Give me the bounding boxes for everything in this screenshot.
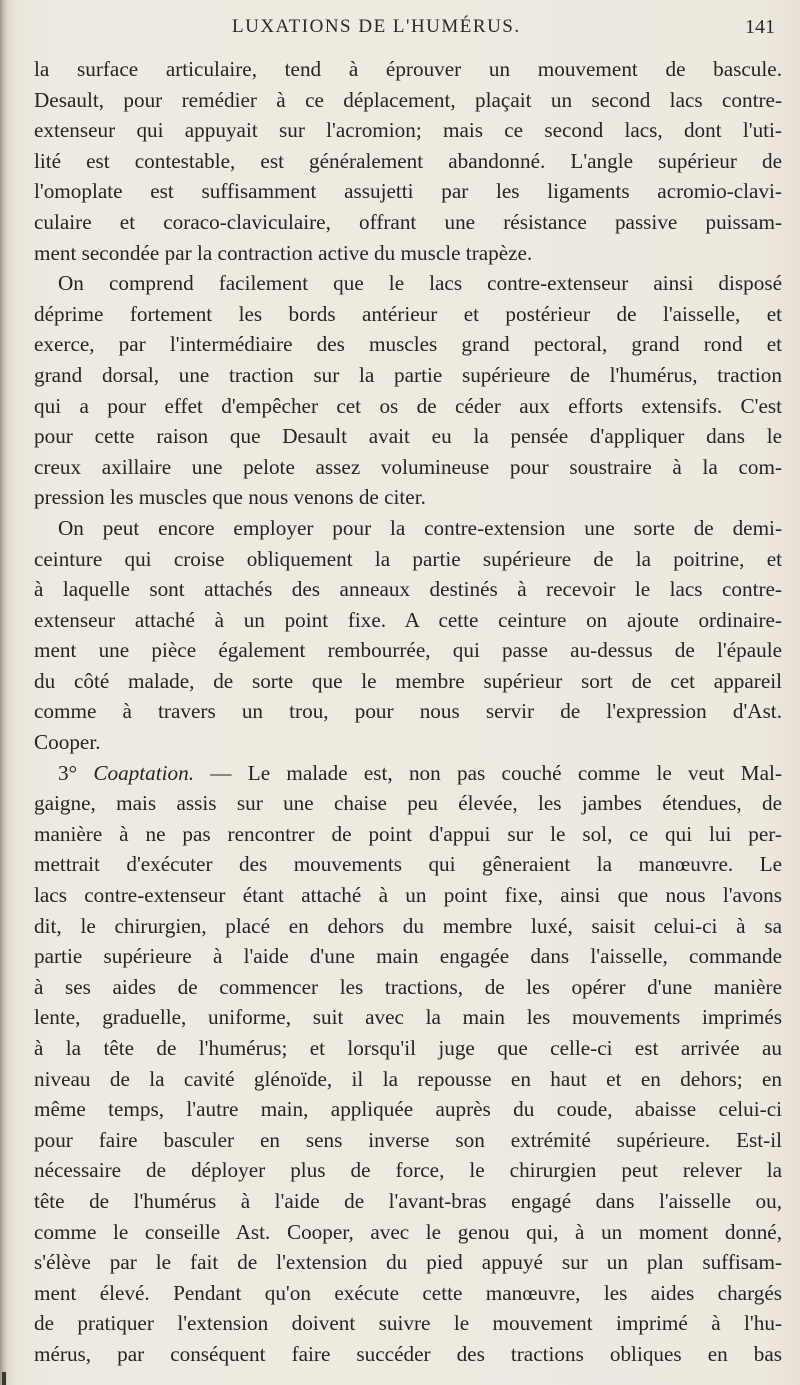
- text-line: à ses aides de commencer les tractions, de les opérer d'une manière: [34, 974, 782, 999]
- text-line: extenseur attaché à un point fixe. A cette ceinture on ajoute ordinaire-: [34, 607, 782, 632]
- text-line: ment une pièce également rembourrée, qui passe au-dessus de l'épaule: [34, 638, 782, 663]
- text-line: nécessaire de déployer plus de force, le chirurgien peut relever la: [34, 1158, 782, 1183]
- text-line: déprime fortement les bords antérieur et postérieur de l'aisselle, et: [34, 301, 782, 326]
- text-line: comme le conseille Ast. Cooper, avec le genou qui, à un moment donné,: [34, 1219, 782, 1244]
- text-line: lacs contre-extenseur étant attaché à un point fixe, ainsi que nous l'avons: [34, 883, 782, 908]
- running-head: [0, 14, 800, 44]
- paragraph-end-line: pression les muscles que nous venons de citer.: [34, 485, 426, 510]
- text-line: lente, graduelle, uniforme, suit avec la main les mouvements imprimés: [34, 1005, 782, 1030]
- paragraph-end-line: ment secondée par la contraction active du muscle trapèze.: [34, 240, 533, 265]
- page-number: 141: [745, 16, 775, 38]
- text-line: s'élève par le fait de l'extension du pied appuyé sur un plan suffisam-: [34, 1250, 782, 1275]
- text-line: pour cette raison que Desault avait eu la pensée d'appliquer dans le: [34, 424, 782, 449]
- section-heading-italic: Coaptation.: [93, 760, 195, 785]
- text-line: lité est contestable, est généralement abandonné. L'angle supérieur de: [34, 148, 782, 173]
- paragraph-start-line: On comprend facilement que le lacs contre-extenseur ainsi disposé: [58, 271, 782, 296]
- binding-edge: [0, 0, 8, 1385]
- text-line: partie supérieure à l'aide d'une main engagée dans l'aisselle, commande: [34, 944, 782, 969]
- running-title: LUXATIONS DE L'HUMÉRUS.: [232, 16, 521, 37]
- text-line: Desault, pour remédier à ce déplacement, plaçait un second lacs contre-: [34, 87, 782, 112]
- text-line: culaire et coraco-claviculaire, offrant une résistance passive puissam-: [34, 209, 782, 234]
- text-line: à la tête de l'humérus; et lorsqu'il juge que celle-ci est arrivée au: [34, 1036, 782, 1060]
- text-line: ceinture qui croise obliquement la partie supérieure de la poitrine, et: [34, 546, 782, 571]
- text-line: même temps, l'autre main, appliquée auprès du coude, abaisse celui-ci: [34, 1097, 782, 1122]
- text-line: creux axillaire une pelote assez volumineuse pour soustraire à la com-: [34, 454, 782, 479]
- text-line: exerce, par l'intermédiaire des muscles grand pectoral, grand rond et: [34, 332, 782, 357]
- text-line: du côté malade, de sorte que le membre supérieur sort de cet appareil: [34, 668, 782, 693]
- text-line: qui a pour effet d'empêcher cet os de céder aux efforts extensifs. C'est: [34, 393, 782, 418]
- text-line: de pratiquer l'extension doivent suivre le mouvement imprimé à l'hu-: [34, 1311, 782, 1336]
- text-line: pour faire basculer en sens inverse son extrémité supérieure. Est-il: [34, 1127, 782, 1152]
- text-line: dit, le chirurgien, placé en dehors du membre luxé, saisit celui-ci à sa: [34, 913, 782, 938]
- text-line: mérus, par conséquent faire succéder des tractions obliques en bas: [34, 1341, 782, 1366]
- text-line: grand dorsal, une traction sur la partie supérieure de l'humérus, traction: [34, 362, 782, 387]
- text-line: la surface articulaire, tend à éprouver un mouvement de bascule.: [34, 57, 782, 81]
- paragraph-start-line: 3° Coaptation. — Le malade est, non pas couché comme le veut Mal-: [58, 760, 782, 785]
- scan-edge-mark: [2, 1372, 6, 1385]
- text-line: à laquelle sont attachés des anneaux destinés à recevoir le lacs contre-: [34, 577, 782, 602]
- paragraph-start-line: On peut encore employer pour la contre-extension une sorte de demi-: [58, 515, 782, 540]
- paragraph-end-line: Cooper.: [34, 730, 101, 755]
- text-line: tête de l'humérus à l'aide de l'avant-bras engagé dans l'aisselle ou,: [34, 1188, 782, 1213]
- text-line: manière à ne pas rencontrer de point d'appui sur le sol, ce qui lui per-: [34, 821, 782, 846]
- text-line: ment élevé. Pendant qu'on exécute cette manœuvre, les aides chargés: [34, 1280, 782, 1305]
- text-line: l'omoplate est suffisamment assujetti par les ligaments acromio-clavi-: [34, 179, 782, 204]
- body-text: [34, 54, 782, 1370]
- text-line: niveau de la cavité glénoïde, il la repousse en haut et en dehors; en: [34, 1066, 782, 1091]
- text-line: comme à travers un trou, pour nous servir de l'expression d'Ast.: [34, 699, 782, 724]
- text-line: mettrait d'exécuter des mouvements qui gêneraient la manœuvre. Le: [34, 852, 782, 877]
- text-line: gaigne, mais assis sur une chaise peu élevée, les jambes étendues, de: [34, 791, 782, 816]
- text-line: extenseur qui appuyait sur l'acromion; mais ce second lacs, dont l'uti-: [34, 118, 782, 143]
